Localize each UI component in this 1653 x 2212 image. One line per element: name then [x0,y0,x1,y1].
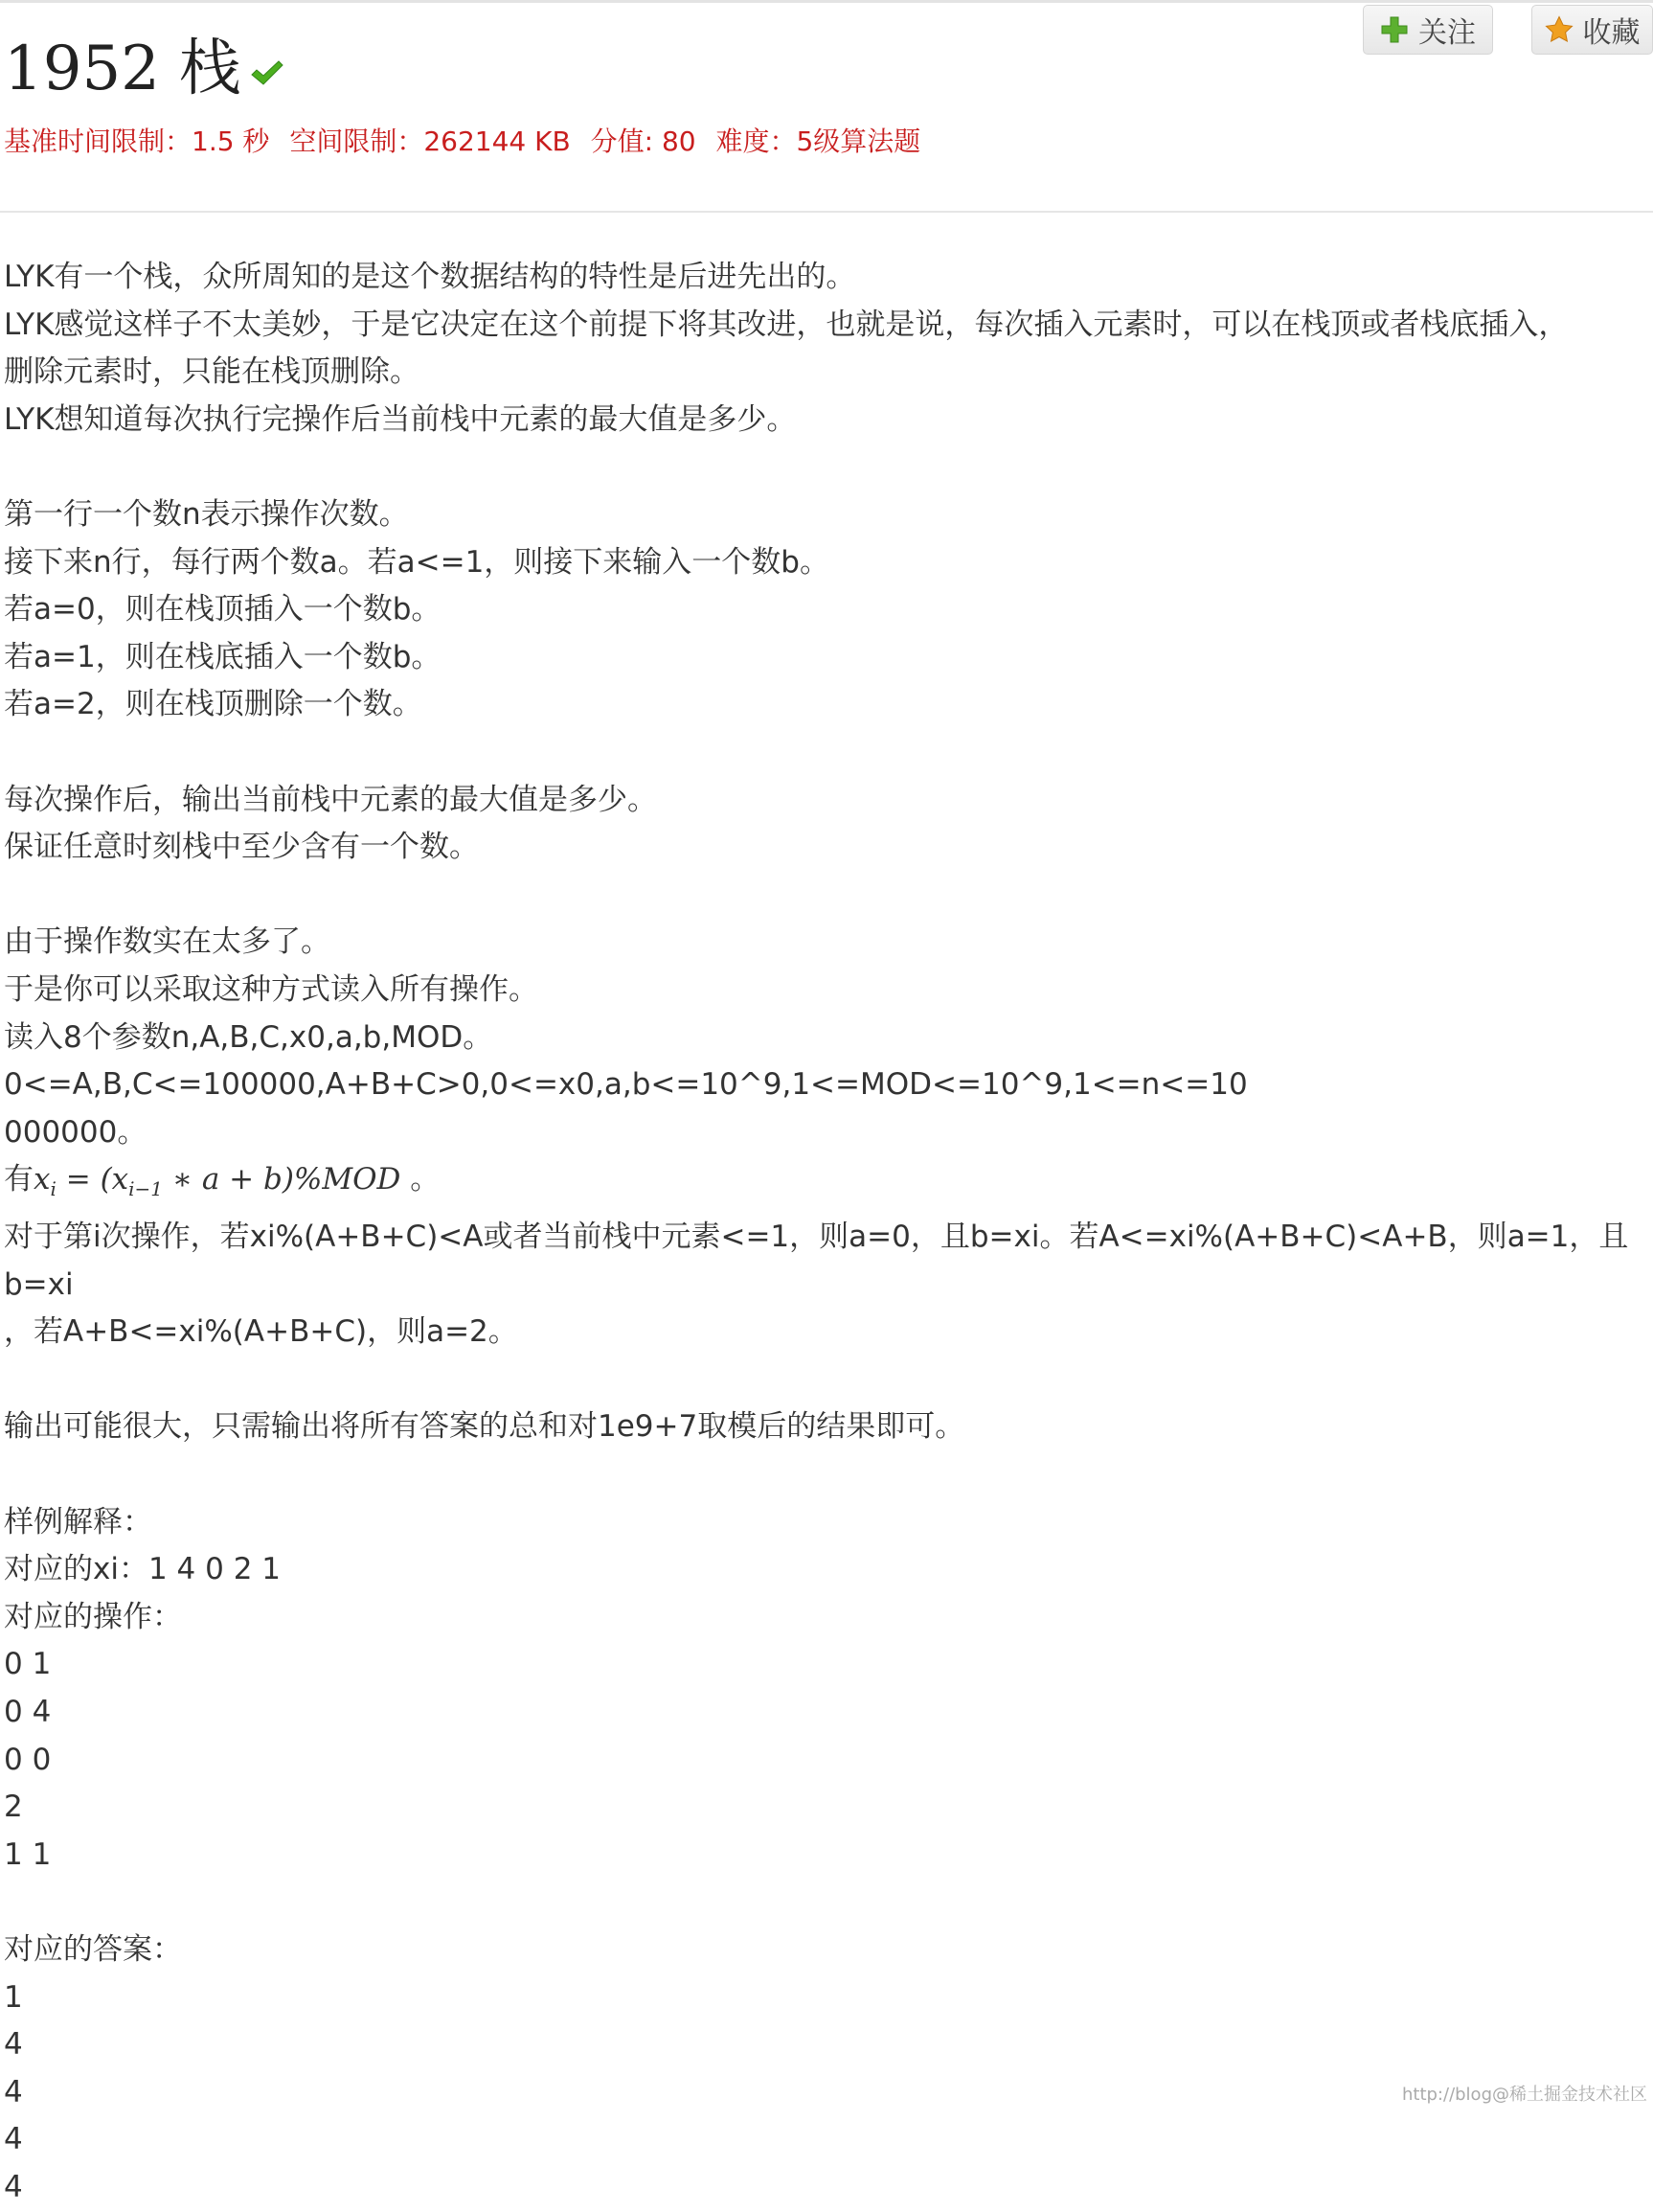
favorite-button[interactable] [1531,5,1653,55]
formula-sub-i-minus-1: i−1 [128,1177,164,1201]
sample-answer: 4 [4,2027,23,2063]
spacer [4,1451,1647,1499]
description-line: LYK想知道每次执行完操作后当前栈中元素的最大值是多少。 [4,401,797,437]
problem-title: 1952 栈 [4,34,241,104]
rules-line: ，若A+B<=xi%(A+B+C)，则a=2。 [4,1314,518,1350]
problem-meta [4,121,920,163]
follow-button[interactable] [1363,5,1493,55]
input-format-line: 若a=2，则在栈顶删除一个数。 [4,687,422,722]
sample-op: 0 4 [4,1695,52,1729]
check-icon [250,59,284,88]
sample-op: 1 1 [4,1836,52,1872]
difficulty: 难度：5级算法题 [715,125,921,157]
sample-answer: 4 [4,2074,23,2109]
sample-heading: 样例解释： [4,1504,152,1539]
plus-icon [1380,15,1409,44]
description-line: LYK有一个栈，众所周知的是这个数据结构的特性是后进先出的。 [4,260,856,294]
description-line: LYK感觉这样子不太美妙，于是它决定在这个前提下将其改进，也就是说，每次插入元素时，可以在栈顶或者栈底插入， [4,307,1569,342]
sample-answers-heading: 对应的答案： [4,1931,182,1967]
spacer [4,1879,1647,1927]
description-line: 删除元素时，只能在栈顶删除。 [4,354,419,390]
space-limit: 空间限制：262144 KB [289,125,571,157]
input-format-line: 第一行一个数n表示操作次数。 [4,496,409,532]
sample-answer: 4 [4,2169,23,2204]
input-format-line: 若a=0，则在栈顶插入一个数b。 [4,592,442,627]
sample-op: 2 [4,1790,23,1825]
formula-suffix: 。 [400,1162,441,1197]
formula-x: x [34,1162,51,1197]
spacer [4,729,1647,777]
watermark: http://blog@稀土掘金技术社区 [1401,2085,1647,2105]
sample-answer: 1 [4,1979,23,2015]
rules-line: 对于第i次操作，若xi%(A+B+C)<A或者当前栈中元素<=1，则a=0，且b=xi。若A<=xi%(A+B+C)<A+B，则a=1，且b=xi [4,1220,1629,1302]
answer-note: 输出可能很大，只需输出将所有答案的总和对1e9+7取模后的结果即可。 [4,1409,965,1445]
spacer [4,444,1647,491]
follow-label: 关注 [1418,16,1476,50]
sample-op: 0 1 [4,1647,52,1682]
output-format-line: 每次操作后，输出当前栈中元素的最大值是多少。 [4,782,657,817]
header-divider [0,211,1653,213]
sample-answer: 4 [4,2122,23,2157]
formula-x2: x [111,1162,129,1197]
formula-sub-i: i [50,1177,57,1201]
formula-rest: ∗ a + b)%MOD [163,1162,401,1197]
score: 分值: 80 [590,125,696,157]
top-divider [0,0,1653,3]
spacer [4,1357,1647,1404]
generator-line: 000000。 [4,1114,147,1150]
problem-content [4,254,1647,2212]
input-format-line: 若a=1，则在栈底插入一个数b。 [4,639,442,674]
problem-title-row [4,31,284,107]
generator-line: 于是你可以采取这种方式读入所有操作。 [4,971,538,1007]
generator-line: 读入8个参数n,A,B,C,x0,a,b,MOD。 0<=A,B,C<=100000,A+B+C>0,0<=x0,a,b<=10^9,1<=MOD<=10^9,1<=n<=10 [4,1019,1248,1103]
sample-op: 0 0 [4,1742,52,1777]
formula-eq: = ( [56,1162,112,1197]
sample-xi: 对应的xi：1 4 0 2 1 [4,1552,281,1587]
formula [34,1162,401,1201]
output-format-line: 保证任意时刻栈中至少含有一个数。 [4,830,479,865]
formula-line [4,1156,1647,1214]
formula-prefix: 有 [4,1162,34,1197]
sample-ops-heading: 对应的操作： [4,1599,182,1634]
generator-line: 由于操作数实在太多了。 [4,924,330,960]
spacer [4,872,1647,920]
favorite-label: 收藏 [1582,16,1641,50]
star-icon [1545,15,1574,44]
input-format-line: 接下来n行，每行两个数a。若a<=1，则接下来输入一个数b。 [4,544,829,580]
time-limit: 基准时间限制：1.5 秒 [4,125,270,157]
